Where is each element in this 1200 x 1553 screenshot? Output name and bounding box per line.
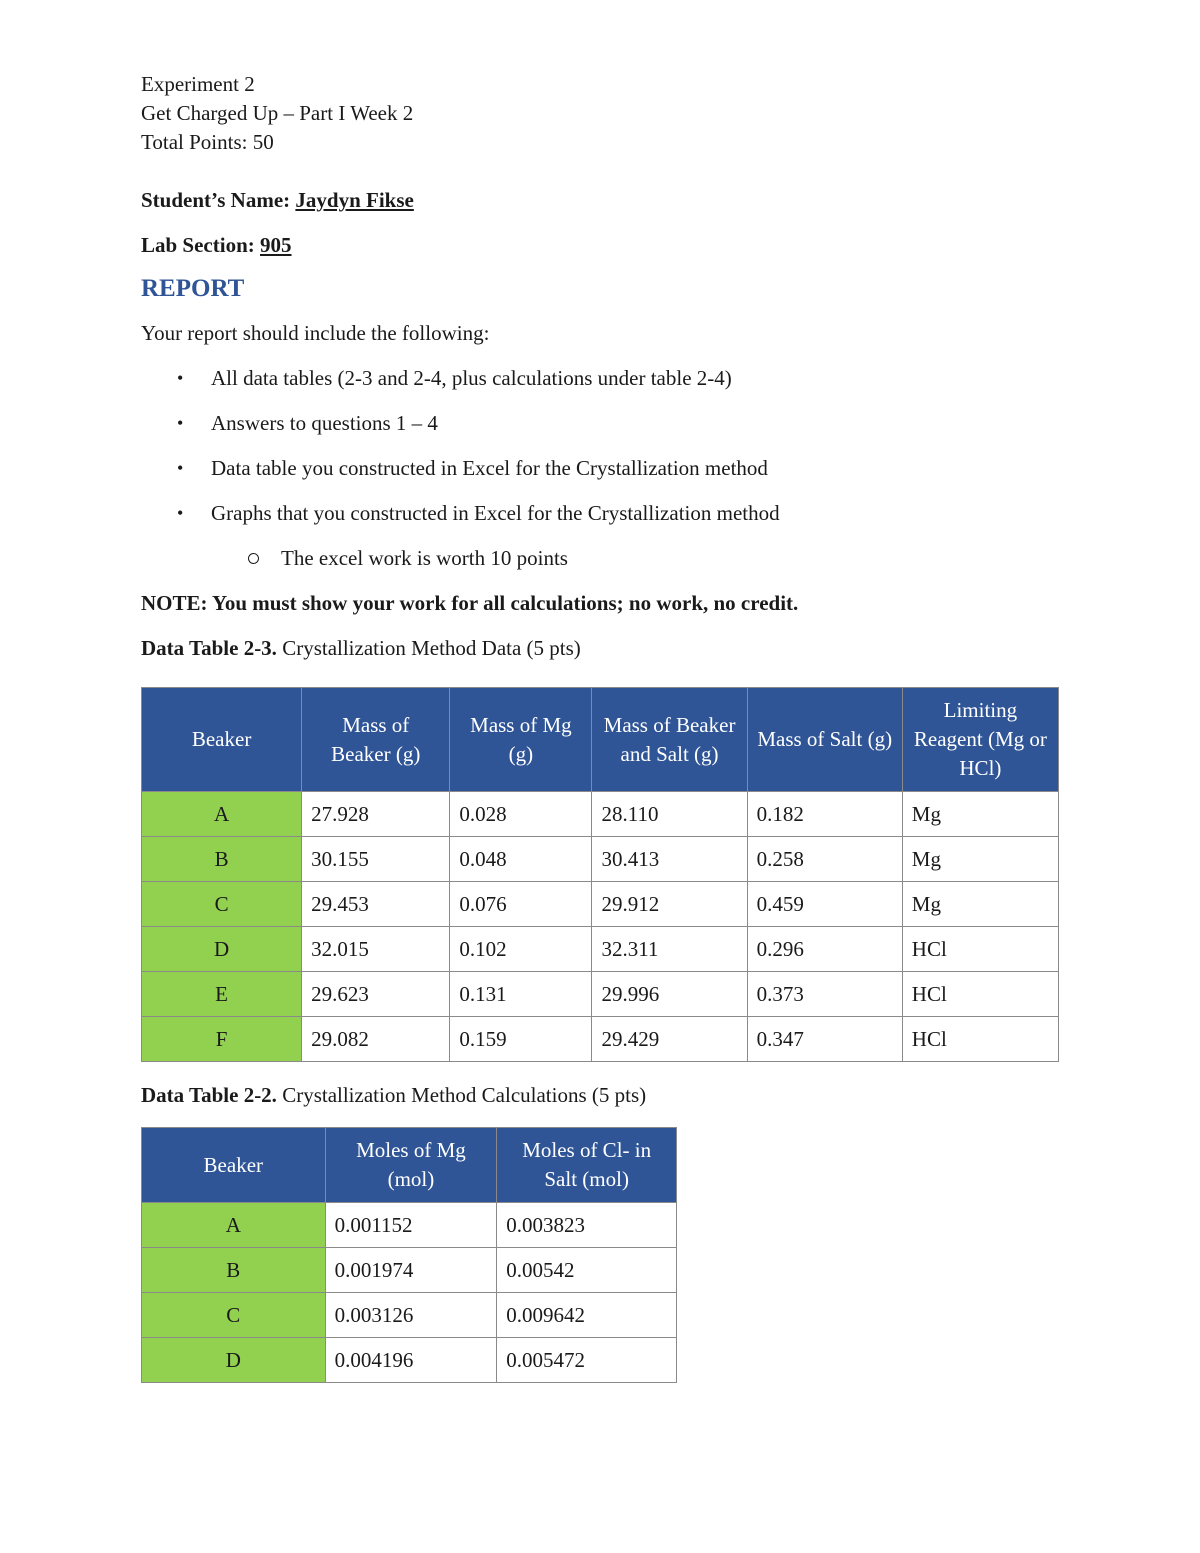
experiment-number: Experiment 2 xyxy=(141,72,255,96)
table-cell: 0.459 xyxy=(747,882,902,927)
list-item: • All data tables (2-3 and 2-4, plus calculations under table 2-4) xyxy=(141,364,1061,393)
student-name-label: Student’s Name: xyxy=(141,188,291,212)
table-cell: 32.015 xyxy=(302,927,450,972)
table-row xyxy=(142,1293,677,1338)
list-item: • Graphs that you constructed in Excel for the Crystallization method xyxy=(141,499,1061,528)
circle-bullet-icon xyxy=(248,553,259,564)
student-name-value: Jaydyn Fikse xyxy=(295,188,414,212)
beaker-cell: A xyxy=(142,792,302,837)
report-intro: Your report should include the following: xyxy=(141,321,490,345)
table-cell: 29.453 xyxy=(302,882,450,927)
table-cell: 0.102 xyxy=(450,927,592,972)
table-cell: 0.005472 xyxy=(497,1338,677,1383)
bullet-icon: • xyxy=(177,368,184,388)
report-requirements-list xyxy=(141,364,1061,528)
beaker-cell: A xyxy=(142,1203,326,1248)
table-cell: 0.009642 xyxy=(497,1293,677,1338)
table-row xyxy=(142,792,1059,837)
beaker-cell: F xyxy=(142,1017,302,1062)
column-header: Mass of Mg (g) xyxy=(450,688,592,792)
table-cell: 0.003823 xyxy=(497,1203,677,1248)
student-name-field xyxy=(141,186,1061,215)
table-cell: 0.131 xyxy=(450,972,592,1017)
column-header: Mass of Salt (g) xyxy=(747,688,902,792)
table-cell: Mg xyxy=(902,792,1058,837)
table-cell: HCl xyxy=(902,927,1058,972)
beaker-cell: C xyxy=(142,882,302,927)
lab-section-value: 905 xyxy=(260,233,292,257)
table-cell: 29.912 xyxy=(592,882,747,927)
table-cell: 29.623 xyxy=(302,972,450,1017)
bullet-icon: • xyxy=(177,503,184,523)
list-item: • Data table you constructed in Excel for the Crystallization method xyxy=(141,454,1061,483)
column-header: Beaker xyxy=(142,688,302,792)
table-cell: HCl xyxy=(902,972,1058,1017)
experiment-title: Get Charged Up – Part I Week 2 xyxy=(141,101,414,125)
beaker-cell: B xyxy=(142,837,302,882)
table-cell: 0.076 xyxy=(450,882,592,927)
crystallization-data-table xyxy=(141,687,1059,1062)
table-row xyxy=(142,927,1059,972)
table1-caption-label: Data Table 2-3. xyxy=(141,636,277,660)
sub-list-item: The excel work is worth 10 points xyxy=(141,544,1061,573)
table-cell: 28.110 xyxy=(592,792,747,837)
lab-section-label: Lab Section: xyxy=(141,233,255,257)
table-cell: 0.001974 xyxy=(325,1248,497,1293)
note-text: NOTE: You must show your work for all calculations; no work, no credit. xyxy=(141,591,799,615)
table2-caption-label: Data Table 2-2. xyxy=(141,1083,277,1107)
table-cell: 0.00542 xyxy=(497,1248,677,1293)
table-cell: 0.182 xyxy=(747,792,902,837)
column-header: Beaker xyxy=(142,1128,326,1203)
table-cell: 32.311 xyxy=(592,927,747,972)
beaker-cell: D xyxy=(142,927,302,972)
table-header-row xyxy=(142,1128,677,1203)
table-row xyxy=(142,972,1059,1017)
table-cell: 0.296 xyxy=(747,927,902,972)
table-cell: 0.347 xyxy=(747,1017,902,1062)
column-header: Mass of Beaker and Salt (g) xyxy=(592,688,747,792)
table-cell: 30.155 xyxy=(302,837,450,882)
table1-caption xyxy=(141,634,1061,663)
crystallization-calculations-table xyxy=(141,1127,677,1383)
beaker-cell: C xyxy=(142,1293,326,1338)
beaker-cell: D xyxy=(142,1338,326,1383)
bullet-icon: • xyxy=(177,413,184,433)
table-row xyxy=(142,1248,677,1293)
table-cell: Mg xyxy=(902,882,1058,927)
table-row xyxy=(142,1338,677,1383)
table-row xyxy=(142,1017,1059,1062)
table-cell: 29.429 xyxy=(592,1017,747,1062)
table-cell: 0.004196 xyxy=(325,1338,497,1383)
table-cell: 0.001152 xyxy=(325,1203,497,1248)
table-row xyxy=(142,837,1059,882)
column-header: Moles of Cl- in Salt (mol) xyxy=(497,1128,677,1203)
lab-section-field xyxy=(141,231,1061,260)
table-cell: Mg xyxy=(902,837,1058,882)
total-points: Total Points: 50 xyxy=(141,130,274,154)
table-cell: 0.048 xyxy=(450,837,592,882)
table-cell: 0.258 xyxy=(747,837,902,882)
table-cell: 0.003126 xyxy=(325,1293,497,1338)
table-cell: 29.082 xyxy=(302,1017,450,1062)
table-cell: 30.413 xyxy=(592,837,747,882)
table-cell: 0.028 xyxy=(450,792,592,837)
table-cell: HCl xyxy=(902,1017,1058,1062)
table-header-row xyxy=(142,688,1059,792)
beaker-cell: E xyxy=(142,972,302,1017)
report-sub-list xyxy=(141,544,1061,573)
table-cell: 0.159 xyxy=(450,1017,592,1062)
bullet-icon: • xyxy=(177,458,184,478)
table-cell: 29.996 xyxy=(592,972,747,1017)
column-header: Limiting Reagent (Mg or HCl) xyxy=(902,688,1058,792)
beaker-cell: B xyxy=(142,1248,326,1293)
table1-caption-text: Crystallization Method Data (5 pts) xyxy=(276,636,581,660)
table2-caption xyxy=(141,1081,1061,1110)
report-heading: REPORT xyxy=(141,275,245,302)
table-row xyxy=(142,882,1059,927)
table-cell: 27.928 xyxy=(302,792,450,837)
table2-caption-text: Crystallization Method Calculations (5 pts) xyxy=(276,1083,647,1107)
table-row xyxy=(142,1203,677,1248)
list-item: • Answers to questions 1 – 4 xyxy=(141,409,1061,438)
column-header: Mass of Beaker (g) xyxy=(302,688,450,792)
column-header: Moles of Mg (mol) xyxy=(325,1128,497,1203)
table-cell: 0.373 xyxy=(747,972,902,1017)
